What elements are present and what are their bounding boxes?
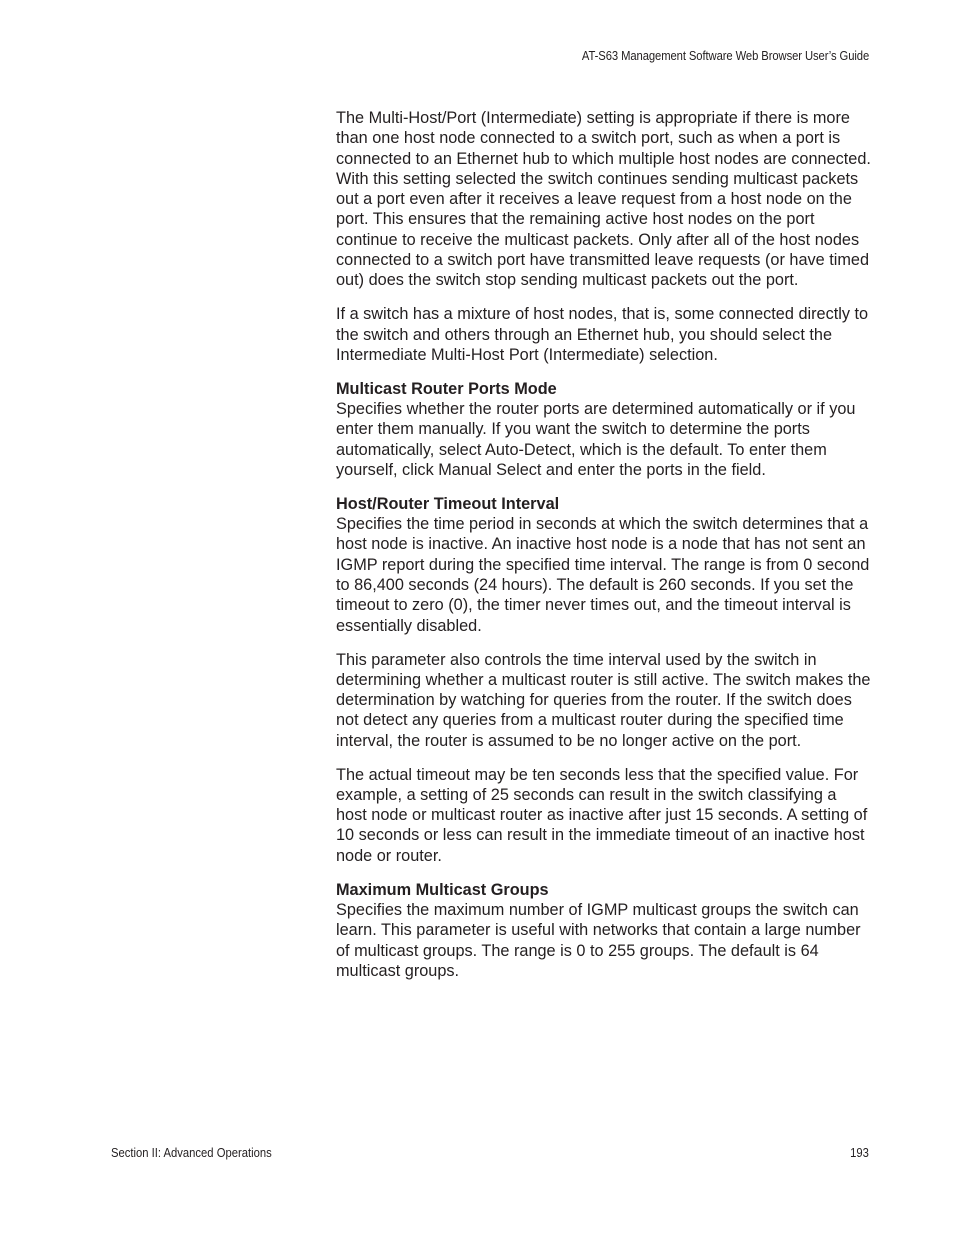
timeout-interval-paragraph-3: The actual timeout may be ten seconds less that the specified value. For example, a setting of 25 seconds can result in the switch classifying a host node or multicast router as inactive after just 15 seconds. A setting of 10 seconds or less can result in the immediate timeout of an inactive host node or router. — [336, 765, 868, 865]
router-ports-mode-section — [336, 379, 871, 480]
page-body — [336, 108, 871, 995]
max-multicast-groups-section — [336, 880, 871, 981]
timeout-interval-text: Specifies the time period in seconds at which the switch determines that a host node is inactive. An inactive host node is a node that has not sent an IGMP report during the specified time interval. The range is from 0 second to 86,400 seconds (24 hours). The default is 260 seconds. If you set the timeout to zero (0), the timer never times out, and the timeout interval is essentially disabled. — [336, 515, 870, 635]
intro-paragraph-2: If a switch has a mixture of host nodes, that is, some connected directly to the switch and others through an Ethernet hub, you should select the Intermediate Multi-Host Port (Intermediate) selection. — [336, 305, 869, 364]
footer-section-label: Section II: Advanced Operations — [111, 1146, 272, 1160]
timeout-interval-paragraph-2: This parameter also controls the time interval used by the switch in determining whether a multicast router is still active. The switch makes the determination by watching for queries from the router. If the switch does not detect any queries from a multicast router during the specified time interval, the router is assumed to be no longer active on the port. — [336, 650, 871, 750]
intro-paragraph-1: The Multi-Host/Port (Intermediate) setting is appropriate if there is more than one host node connected to a switch port, such as when a port is connected to an Ethernet hub to which multiple host nodes are connected. With this setting selected the switch continues sending multicast packets out a port even after it receives a leave request from a host node on the port. This ensures that the remaining active host nodes on the port continue to receive the multicast packets. Only after all of the host nodes connected to a switch port have transmitted leave requests (or have timed out) does the switch stop sending multicast packets out the port. — [336, 109, 871, 290]
max-multicast-groups-text: Specifies the maximum number of IGMP multicast groups the switch can learn. This parameter is useful with networks that contain a large number of multicast groups. The range is 0 to 255 groups. The default is 64 multicast groups. — [336, 900, 861, 980]
running-header: AT-S63 Management Software Web Browser User’s Guide — [581, 49, 869, 63]
router-ports-mode-heading: Multicast Router Ports Mode — [336, 379, 557, 398]
timeout-interval-section — [336, 494, 871, 636]
timeout-interval-heading: Host/Router Timeout Interval — [336, 494, 560, 513]
router-ports-mode-text: Specifies whether the router ports are determined automatically or if you enter them manually. If you want the switch to determine the ports automatically, select Auto-Detect, which is the default. To enter them yourself, click Manual Select and enter the ports in the field. — [336, 400, 856, 479]
page-number: 193 — [850, 1146, 869, 1160]
max-multicast-groups-heading: Maximum Multicast Groups — [336, 880, 549, 899]
